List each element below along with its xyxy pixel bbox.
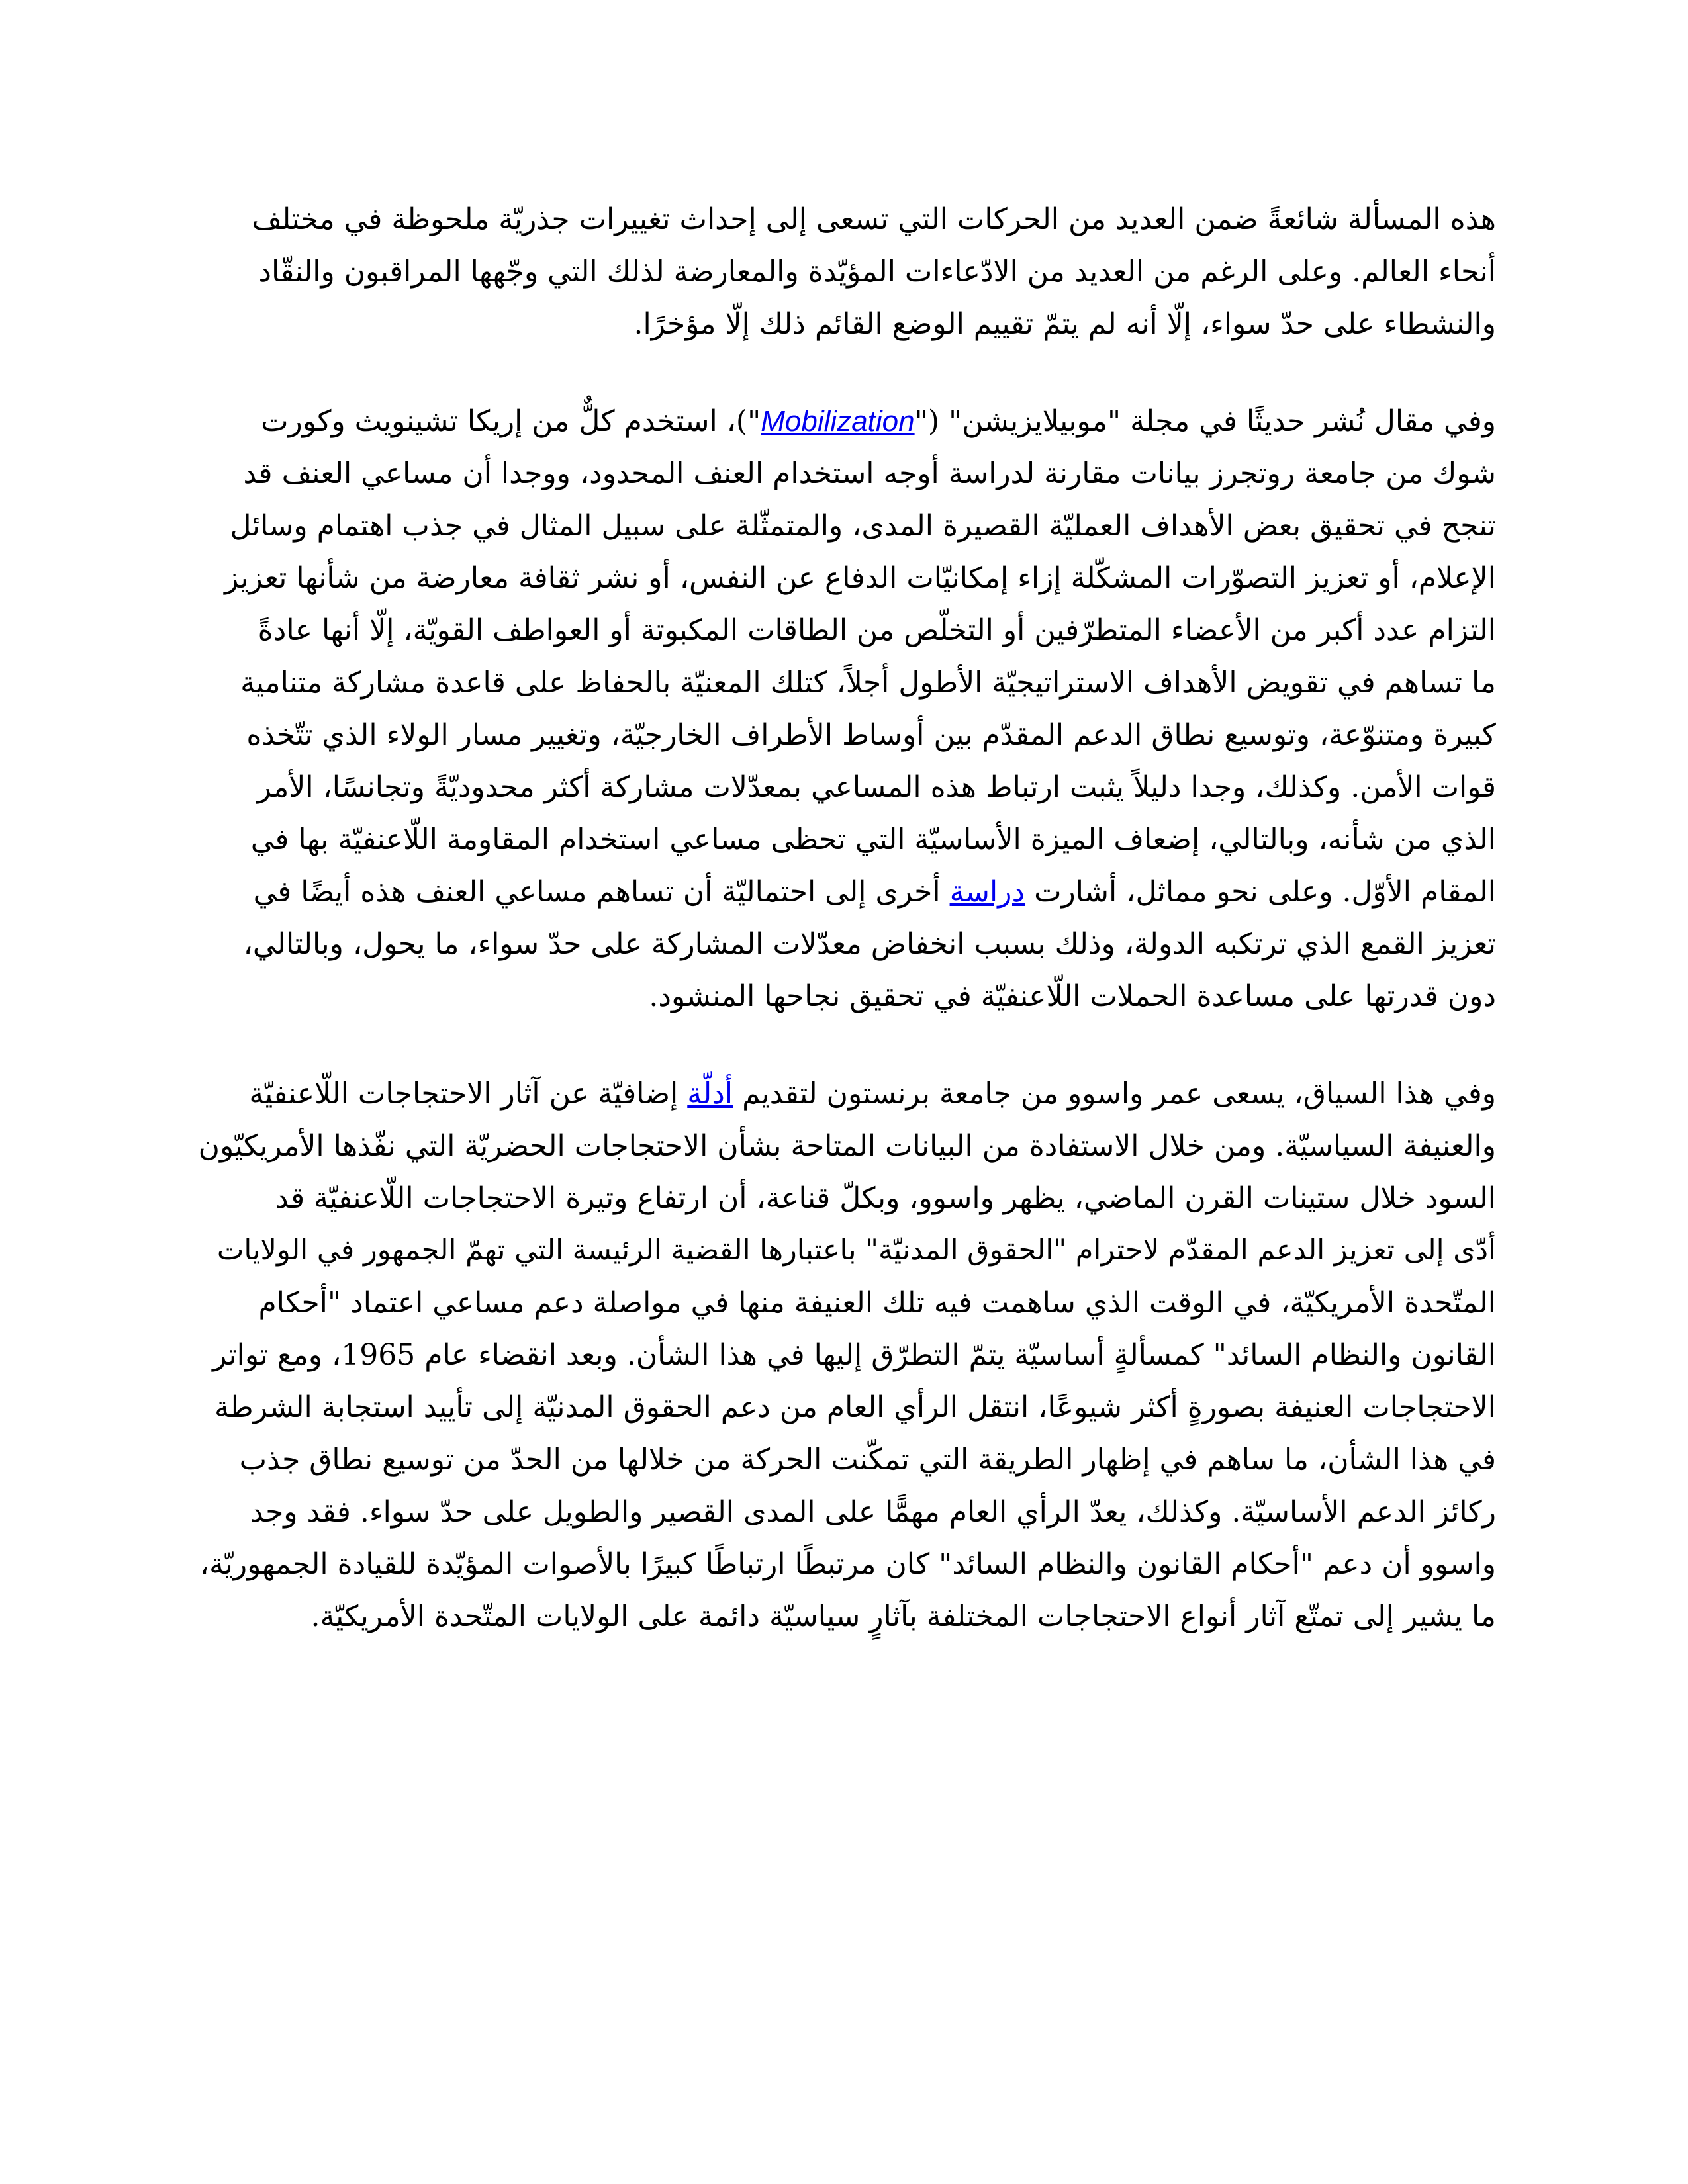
text-segment: المقام الأوّل. وعلى نحو مماثل، أشارت	[1025, 875, 1496, 909]
text-line: ما تساهم في تقويض الأهداف الاستراتيجيّة الأطول أجلاً، كتلك المعنيّة بالحفاظ على قاعدة مشاركة متنامية	[240, 666, 1496, 700]
text-line: والعنيفة السياسيّة. ومن خلال الاستفادة من البيانات المتاحة بشأن الاحتجاجات الحضريّة التي نفّذها الأمريكيّون	[198, 1129, 1496, 1163]
text-line: قوات الأمن. وكذلك، وجدا دليلاً يثبت ارتباط هذه المساعي بمعدّلات مشاركة أكثر محدوديّةً وتجانسًا، الأمر	[257, 770, 1496, 804]
evidence-link[interactable]: أدلّة	[687, 1077, 733, 1111]
text-line: أنحاء العالم. وعلى الرغم من العديد من الادّعاءات المؤيّدة والمعارضة لذلك التي وجّهها المراقبون والنقّاد	[258, 255, 1496, 289]
text-line: الإعلام، أو تعزيز التصوّرات المشكّلة إزاء إمكانيّات الدفاع عن النفس، أو نشر ثقافة معارضة من شأنها تعزيز	[224, 561, 1496, 595]
text-line: التزام عدد أكبر من الأعضاء المتطرّفين أو التخلّص من الطاقات المكبوتة أو العواطف القويّة، إلّا أنها عادةً	[258, 614, 1496, 647]
text-line: هذه المسألة شائعةً ضمن العديد من الحركات التي تسعى إلى إحداث تغييرات جذريّة ملحوظة في مختلف	[252, 203, 1496, 236]
text-segment: أخرى إلى احتماليّة أن تساهم مساعي العنف هذه أيضًا في	[253, 875, 950, 909]
text-segment: وفي هذا السياق، يسعى عمر واسوو من جامعة برنستون لتقديم	[733, 1077, 1496, 1111]
text-line: ما يشير إلى تمتّع آثار أنواع الاحتجاجات المختلفة بآثارٍ سياسيّة دائمة على الولايات المتّحدة الأمريكيّة.	[310, 1600, 1496, 1633]
text-segment: إضافيّة عن آثار الاحتجاجات اللّاعنفيّة	[249, 1077, 688, 1111]
text-segment: ")، استخدم كلٌّ من إريكا تشينويث وكورت	[261, 404, 761, 438]
study-link[interactable]: دراسة	[949, 875, 1025, 909]
paragraph-2	[192, 395, 1496, 1023]
text-line: أدّى إلى تعزيز الدعم المقدّم لاحترام "الحقوق المدنيّة" باعتبارها القضية الرئيسة التي تهمّ الجمهور في الولايات	[216, 1234, 1496, 1267]
text-line: والنشطاء على حدّ سواء، إلّا أنه لم يتمّ تقييم الوضع القائم ذلك إلّا مؤخرًا.	[633, 307, 1496, 341]
mobilization-link[interactable]: Mobilization	[761, 405, 915, 437]
text-line: تعزيز القمع الذي ترتكبه الدولة، وذلك بسبب انخفاض معدّلات المشاركة على حدّ سواء، ما يحول، وبالتالي،	[243, 927, 1496, 961]
text-line: واسوو أن دعم "أحكام القانون والنظام السائد" كان مرتبطًا ارتباطًا كبيرًا بالأصوات المؤيّدة للقيادة الجمهوريّة،	[199, 1547, 1496, 1581]
paragraph-3	[192, 1068, 1496, 1643]
text-line: السود خلال ستينات القرن الماضي، يظهر واسوو، وبكلّ قناعة، أن ارتفاع وتيرة الاحتجاجات اللّاعنفيّة قد	[275, 1181, 1496, 1215]
text-line: شوك من جامعة روتجرز بيانات مقارنة لدراسة أوجه استخدام العنف المحدود، ووجدا أن مساعي العنف قد	[243, 457, 1496, 490]
text-line	[192, 866, 1496, 918]
text-line	[192, 1068, 1496, 1120]
text-line: الاحتجاجات العنيفة بصورةٍ أكثر شيوعًا، انتقل الرأي العام من دعم الحقوق المدنيّة إلى تأييد استجابة الشرطة	[214, 1390, 1496, 1424]
document-page	[192, 193, 1496, 1643]
text-line: في هذا الشأن، ما ساهم في إظهار الطريقة التي تمكّنت الحركة من خلالها من الحدّ من توسيع نطاق جذب	[239, 1443, 1496, 1477]
text-line: ركائز الدعم الأساسيّة. وكذلك، يعدّ الرأي العام مهمًّا على المدى القصير والطويل على حدّ سواء. فقد وجد	[250, 1495, 1496, 1529]
text-segment: وفي مقال نُشر حديثًا في مجلة "موبيلايزيشن" ("	[914, 404, 1496, 438]
text-line: المتّحدة الأمريكيّة، في الوقت الذي ساهمت فيه تلك العنيفة منها في مواصلة دعم مساعي اعتماد "أحكام	[258, 1286, 1496, 1320]
text-line: الذي من شأنه، وبالتالي، إضعاف الميزة الأساسيّة التي تحظى مساعي استخدام المقاومة اللّاعنفيّة بها في	[250, 823, 1496, 856]
paragraph-1	[192, 193, 1496, 350]
text-line: تنجح في تحقيق بعض الأهداف العمليّة القصيرة المدى، والمتمثّلة على سبيل المثال في جذب اهتمام وسائل	[230, 509, 1496, 543]
text-line	[192, 395, 1496, 447]
text-line: دون قدرتها على مساعدة الحملات اللّاعنفيّة في تحقيق نجاحها المنشود.	[649, 979, 1496, 1013]
text-line: القانون والنظام السائد" كمسألةٍ أساسيّة يتمّ التطرّق إليها في هذا الشأن. وبعد انقضاء عام 1965، ومع تواتر	[212, 1338, 1496, 1372]
text-line: كبيرة ومتنوّعة، وتوسيع نطاق الدعم المقدّم بين أوساط الأطراف الخارجيّة، وتغيير مسار الولاء الذي تتّخذه	[246, 718, 1496, 752]
